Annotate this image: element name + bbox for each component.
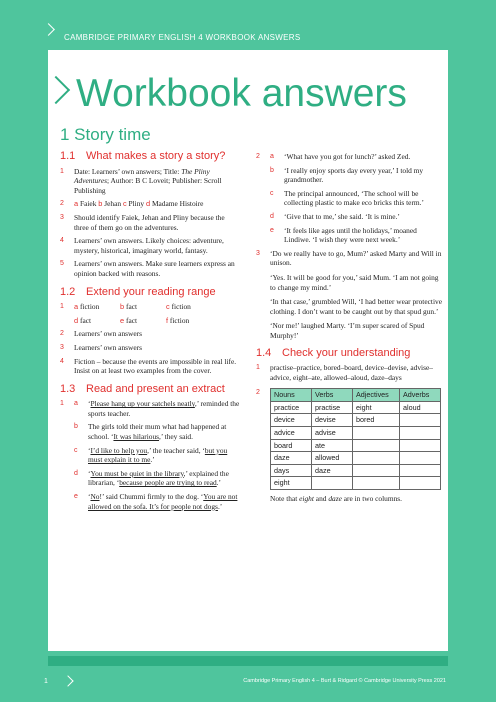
table-note: Note that eight and daze are in two columns.	[270, 494, 403, 504]
table-cell	[400, 439, 441, 452]
copyright: Cambridge Primary English 4 – Burt & Ridgard © Cambridge University Press 2021	[243, 678, 446, 684]
answer-item: 4 Fiction – because the events are impossible in real life. Insist on at least two examples from the cover.	[60, 356, 237, 376]
unit-title: 1 Story time	[60, 125, 151, 144]
answer-item: 3 ‘Do we really have to go, Mum?’ asked Marty and Will in unison. ‘Yes. It will be good for you,’ said Mum. ‘I am not going to change my mind.’ ‘In that case,’ grumbled Will, ‘I had better wear protective clothing. I don’t want to be caught out by that spud gun.’ ‘Nor me!’ laughed Marty. ‘I’m super scared of Spud Murphy!’	[256, 248, 443, 340]
table-row	[271, 452, 441, 465]
page-number: 1	[44, 678, 48, 685]
answer-item: 4 Learners’ own answers. Likely choices: adventure, mystery, historical, imaginary world, fantasy.	[60, 236, 224, 255]
table-cell: daze	[271, 452, 312, 465]
answer-item: 1 Date: Learners’ own answers; Title: The Pliny Adventures; Author: B C Loveit; Publisher: Scroll Publishing	[60, 166, 222, 195]
answer-item: 2 Learners’ own answers	[60, 329, 142, 339]
table-cell	[400, 427, 441, 440]
answer-item: 3 Learners’ own answers	[60, 342, 142, 352]
table-row	[271, 464, 441, 477]
table-cell: eight	[353, 401, 400, 414]
table-cell	[353, 439, 400, 452]
table-cell: days	[271, 464, 312, 477]
table-cell: practice	[271, 401, 312, 414]
table-cell	[400, 452, 441, 465]
table-cell: board	[271, 439, 312, 452]
answer-item: 1 a fiction b fact c fiction d fact e fact f fiction	[60, 302, 191, 325]
table-cell: daze	[312, 464, 353, 477]
footer	[0, 666, 496, 702]
section-heading-1-3: 1.3 Read and present an extract	[60, 382, 225, 395]
answer-item: 2 a ‘What have you got for lunch?’ asked Zed. b ‘I really enjoy sports day every year,’ I told my grandmother. c The principal announced, ‘The school will be collecting plastic to make eco bricks this term.’ d ‘Give that to me,’ she said. ‘It is mine.’ e ‘It feels like ages until the holidays,’ moaned Lindiwe. ‘I wish they were next week.’	[256, 152, 424, 245]
answer-item: 1 practise–practice, bored–board, device–devise, advise–advice, eight–ate, allowed–aloud, daze–days	[256, 363, 433, 382]
table-row	[271, 427, 441, 440]
column-header: Adverbs	[400, 389, 441, 402]
footer-band	[48, 656, 448, 666]
section-heading-1-2: 1.2 Extend your reading range	[60, 285, 216, 298]
section-heading-1-4: 1.4 Check your understanding	[256, 346, 411, 359]
table-cell: advise	[312, 427, 353, 440]
table-row	[271, 477, 441, 490]
right-column	[256, 152, 442, 504]
table-cell	[353, 427, 400, 440]
page-title: Workbook answers	[76, 72, 407, 115]
table-row	[271, 414, 441, 427]
table-cell: ate	[312, 439, 353, 452]
table-cell: device	[271, 414, 312, 427]
table-header-row	[271, 389, 441, 402]
answer-item: 1 a ‘Please hang up your satchels neatly,’ reminded the sports teacher. b The girls told their mum what had happened at school. ‘It was hilarious,’ they said. c ‘I’d like to help you,’ the teacher said, ‘but you must explain it to me.’ d ‘You must be quiet in the library,’ explained the librarian, ‘because people are trying to read.’ e ‘No!’ said Chummi firmly to the dog. ‘You are not allowed on the sofa. It’s for people not dogs.’	[60, 399, 240, 511]
chevron-right-icon	[42, 23, 55, 36]
table-cell	[353, 464, 400, 477]
left-column	[60, 152, 240, 511]
table-cell: devise	[312, 414, 353, 427]
table-cell: bored	[353, 414, 400, 427]
answer-item: 3 Should identify Faiek, Jehan and Pliny because the three of them go on the adventures.	[60, 212, 225, 232]
header-title: CAMBRIDGE PRIMARY ENGLISH 4 WORKBOOK ANSWERS	[64, 33, 301, 42]
answer-item: 2 Nouns Verbs Adjectives Adverbs practice practise eight aloud device devise bored advice advise board ate daze allowed days daze eight Note that eight and daze are in two columns.	[256, 388, 442, 503]
chevron-right-icon	[62, 675, 73, 686]
page-content	[48, 50, 448, 651]
table-cell	[312, 477, 353, 490]
word-table	[270, 388, 441, 490]
table-cell: advice	[271, 427, 312, 440]
column-header: Nouns	[271, 389, 312, 402]
column-header: Adjectives	[353, 389, 400, 402]
table-cell: practise	[312, 401, 353, 414]
answer-item: 5 Learners’ own answers. Make sure learners express an opinion backed with reasons.	[60, 259, 235, 278]
table-cell: allowed	[312, 452, 353, 465]
header-bar	[0, 0, 496, 50]
table-cell	[400, 464, 441, 477]
table-row	[271, 439, 441, 452]
table-row	[271, 401, 441, 414]
section-heading-1-1: 1.1 What makes a story a story?	[60, 150, 226, 162]
table-cell: aloud	[400, 401, 441, 414]
table-cell	[400, 477, 441, 490]
answer-item: 2 a Faiek b Jehan c Pliny d Madame Histoire	[60, 199, 204, 209]
table-cell	[400, 414, 441, 427]
table-cell: eight	[271, 477, 312, 490]
column-header: Verbs	[312, 389, 353, 402]
table-cell	[353, 477, 400, 490]
table-cell	[353, 452, 400, 465]
